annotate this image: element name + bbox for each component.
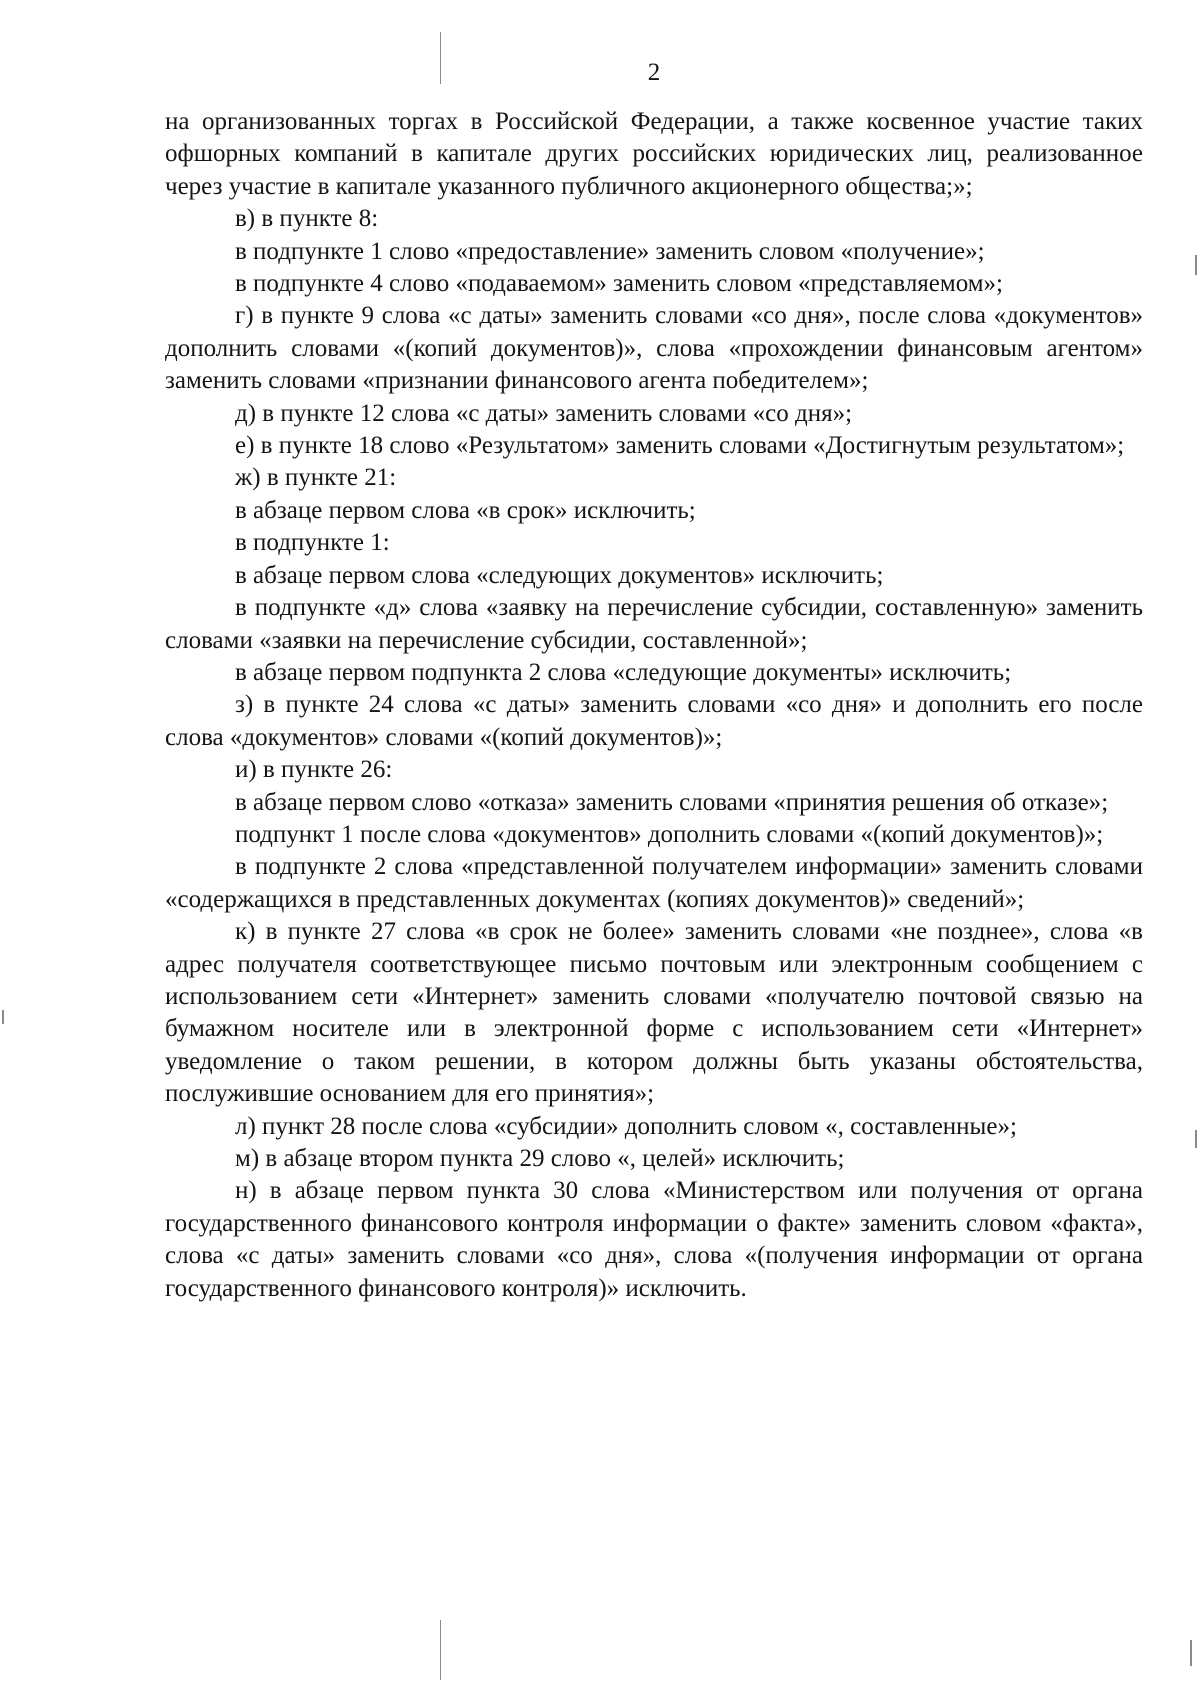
- paragraph: в подпункте 1:: [235, 529, 390, 557]
- scan-artifact: [2, 1010, 4, 1024]
- paragraph: н) в абзаце первом пункта 30 слова «Министерством или получения от органа государственного финансового контроля информации о факте» заменить словом «факта», слова «с даты» заменить словами «со дня», слова «(получения информации от органа государственного финансового контроля)» исключить.: [165, 1177, 1143, 1302]
- paragraph: в абзаце первом слова «в срок» исключить;: [235, 496, 696, 524]
- paragraph: в подпункте 1 слово «предоставление» заменить словом «получение»;: [235, 237, 985, 265]
- paragraph: в подпункте 4 слово «подаваемом» заменить словом «представляемом»;: [235, 270, 1004, 298]
- scan-artifact: [1195, 1130, 1197, 1148]
- paragraph: ж) в пункте 21:: [235, 464, 397, 492]
- document-body: [165, 106, 1143, 1305]
- paragraph: в подпункте 2 слова «представленной получателем информации» заменить словами «содержащихся в представленных документах (копиях документов)» сведений»;: [165, 853, 1143, 913]
- paragraph: подпункт 1 после слова «документов» дополнить словами «(копий документов)»;: [235, 820, 1104, 848]
- paragraph: з) в пункте 24 слова «с даты» заменить словами «со дня» и дополнить его после слова «документов» словами «(копий документов)»;: [165, 691, 1143, 751]
- paragraph: в абзаце первом слова «следующих документов» исключить;: [235, 561, 884, 589]
- page-number: 2: [647, 59, 661, 86]
- paragraph: г) в пункте 9 слова «с даты» заменить словами «со дня», после слова «документов» дополнить словами «(копий документов)», слова «прохождении финансовым агентом» заменить словами «признании финансового агента победителем»;: [165, 302, 1143, 395]
- paragraph: в) в пункте 8:: [235, 205, 379, 233]
- scan-artifact: [440, 32, 441, 84]
- paragraph: на организованных торгах в Российской Федерации, а также косвенное участие таких офшорных компаний в капитале других российских юридических лиц, реализованное через участие в капитале указанного публичного акционерного общества;»;: [165, 108, 1143, 200]
- paragraph: д) в пункте 12 слова «с даты» заменить словами «со дня»;: [235, 399, 853, 427]
- scan-artifact: [1190, 1640, 1192, 1666]
- paragraph: в абзаце первом слово «отказа» заменить словами «принятия решения об отказе»;: [235, 788, 1109, 816]
- paragraph: и) в пункте 26:: [235, 756, 393, 784]
- paragraph: к) в пункте 27 слова «в срок не более» заменить словами «не позднее», слова «в адрес получателя соответствующее письмо почтовым или электронным сообщением с использованием сети «Интернет» заменить словами «получателю почтовой связью на бумажном носителе или в электронной форме с использованием сети «Интернет» уведомление о таком решении, в котором должны быть указаны обстоятельства, послужившие основанием для его принятия»;: [165, 918, 1143, 1108]
- paragraph: л) пункт 28 после слова «субсидии» дополнить словом «, составленные»;: [235, 1112, 1017, 1140]
- paragraph: в подпункте «д» слова «заявку на перечисление субсидии, составленную» заменить словами «заявки на перечисление субсидии, составленной»;: [165, 594, 1143, 654]
- paragraph: м) в абзаце втором пункта 29 слово «, целей» исключить;: [235, 1145, 845, 1172]
- paragraph: е) в пункте 18 слово «Результатом» заменить словами «Достигнутым результатом»;: [235, 432, 1125, 460]
- scan-artifact: [1195, 255, 1197, 275]
- paragraph: в абзаце первом подпункта 2 слова «следующие документы» исключить;: [235, 658, 1012, 686]
- scan-artifact: [440, 1620, 441, 1680]
